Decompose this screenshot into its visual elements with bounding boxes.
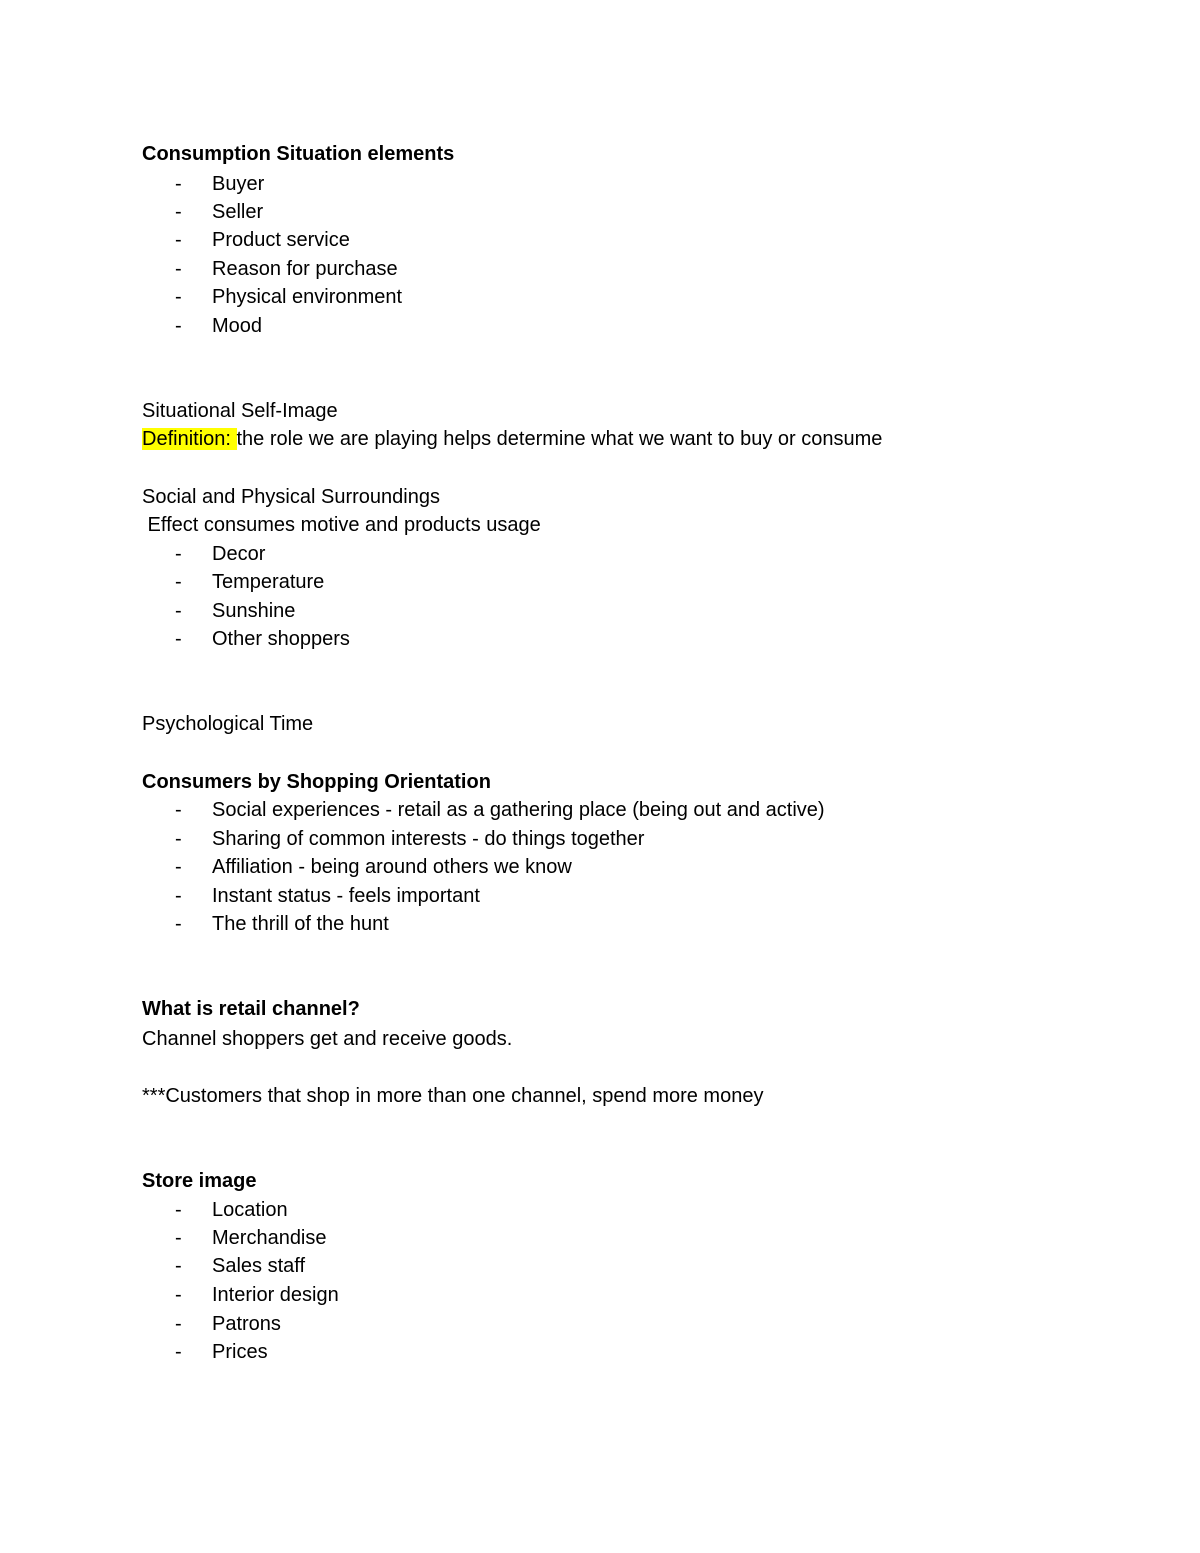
list-item-product-service: Product service <box>212 229 350 251</box>
store-image-heading: Store image <box>142 1170 257 1192</box>
list-item-physical-environment: Physical environment <box>212 286 403 308</box>
bullet-dash: - <box>175 1199 182 1221</box>
list-item-seller: Seller <box>212 201 264 223</box>
bullet-dash: - <box>175 600 182 622</box>
shopping-orientation-heading: Consumers by Shopping Orientation <box>142 771 491 793</box>
bullet-dash: - <box>175 258 182 280</box>
definition-text: the role we are playing helps determine what we want to buy or consume <box>236 428 883 450</box>
retail-channel-text: Channel shoppers get and receive goods. <box>142 1028 513 1050</box>
bullet-dash: - <box>175 913 182 935</box>
bullet-dash: - <box>175 229 182 251</box>
list-item-location: Location <box>212 1199 288 1221</box>
list-item-interior-design: Interior design <box>212 1284 339 1306</box>
list-item-instant-status: Instant status - feels important <box>212 885 480 907</box>
bullet-dash: - <box>175 1313 182 1335</box>
bullet-dash: - <box>175 315 182 337</box>
bullet-dash: - <box>175 628 182 650</box>
list-item-reason-for-purchase: Reason for purchase <box>212 258 398 280</box>
definition-line <box>142 426 882 452</box>
surroundings-subtext: Effect consumes motive and products usage <box>142 514 541 536</box>
bullet-dash: - <box>175 885 182 907</box>
bullet-dash: - <box>175 201 182 223</box>
bullet-dash: - <box>175 1341 182 1363</box>
bullet-dash: - <box>175 1227 182 1249</box>
bullet-dash: - <box>175 543 182 565</box>
list-item-mood: Mood <box>212 315 263 337</box>
bullet-dash: - <box>175 286 182 308</box>
list-item-social-experiences: Social experiences - retail as a gathering place (being out and active) <box>212 799 825 821</box>
definition-label: Definition: <box>142 428 237 450</box>
list-item-decor: Decor <box>212 543 266 565</box>
social-physical-surroundings-heading: Social and Physical Surroundings <box>142 486 440 508</box>
situational-self-image-heading: Situational Self-Image <box>142 400 338 422</box>
bullet-dash: - <box>175 571 182 593</box>
consumption-situation-heading: Consumption Situation elements <box>142 143 455 165</box>
list-item-sunshine: Sunshine <box>212 600 296 622</box>
list-item-sales-staff: Sales staff <box>212 1255 306 1277</box>
psychological-time-heading: Psychological Time <box>142 713 314 735</box>
bullet-dash: - <box>175 1284 182 1306</box>
list-item-prices: Prices <box>212 1341 268 1363</box>
bullet-dash: - <box>175 856 182 878</box>
bullet-dash: - <box>175 173 182 195</box>
list-item-temperature: Temperature <box>212 571 325 593</box>
list-item-merchandise: Merchandise <box>212 1227 327 1249</box>
bullet-dash: - <box>175 799 182 821</box>
list-item-thrill-of-hunt: The thrill of the hunt <box>212 913 389 935</box>
bullet-dash: - <box>175 1255 182 1277</box>
bullet-dash: - <box>175 828 182 850</box>
list-item-buyer: Buyer <box>212 173 265 195</box>
retail-channel-heading: What is retail channel? <box>142 998 360 1020</box>
retail-channel-note: ***Customers that shop in more than one channel, spend more money <box>142 1085 764 1107</box>
list-item-sharing-common-interests: Sharing of common interests - do things together <box>212 828 645 850</box>
list-item-affiliation: Affiliation - being around others we know <box>212 856 572 878</box>
list-item-other-shoppers: Other shoppers <box>212 628 350 650</box>
list-item-patrons: Patrons <box>212 1313 281 1335</box>
